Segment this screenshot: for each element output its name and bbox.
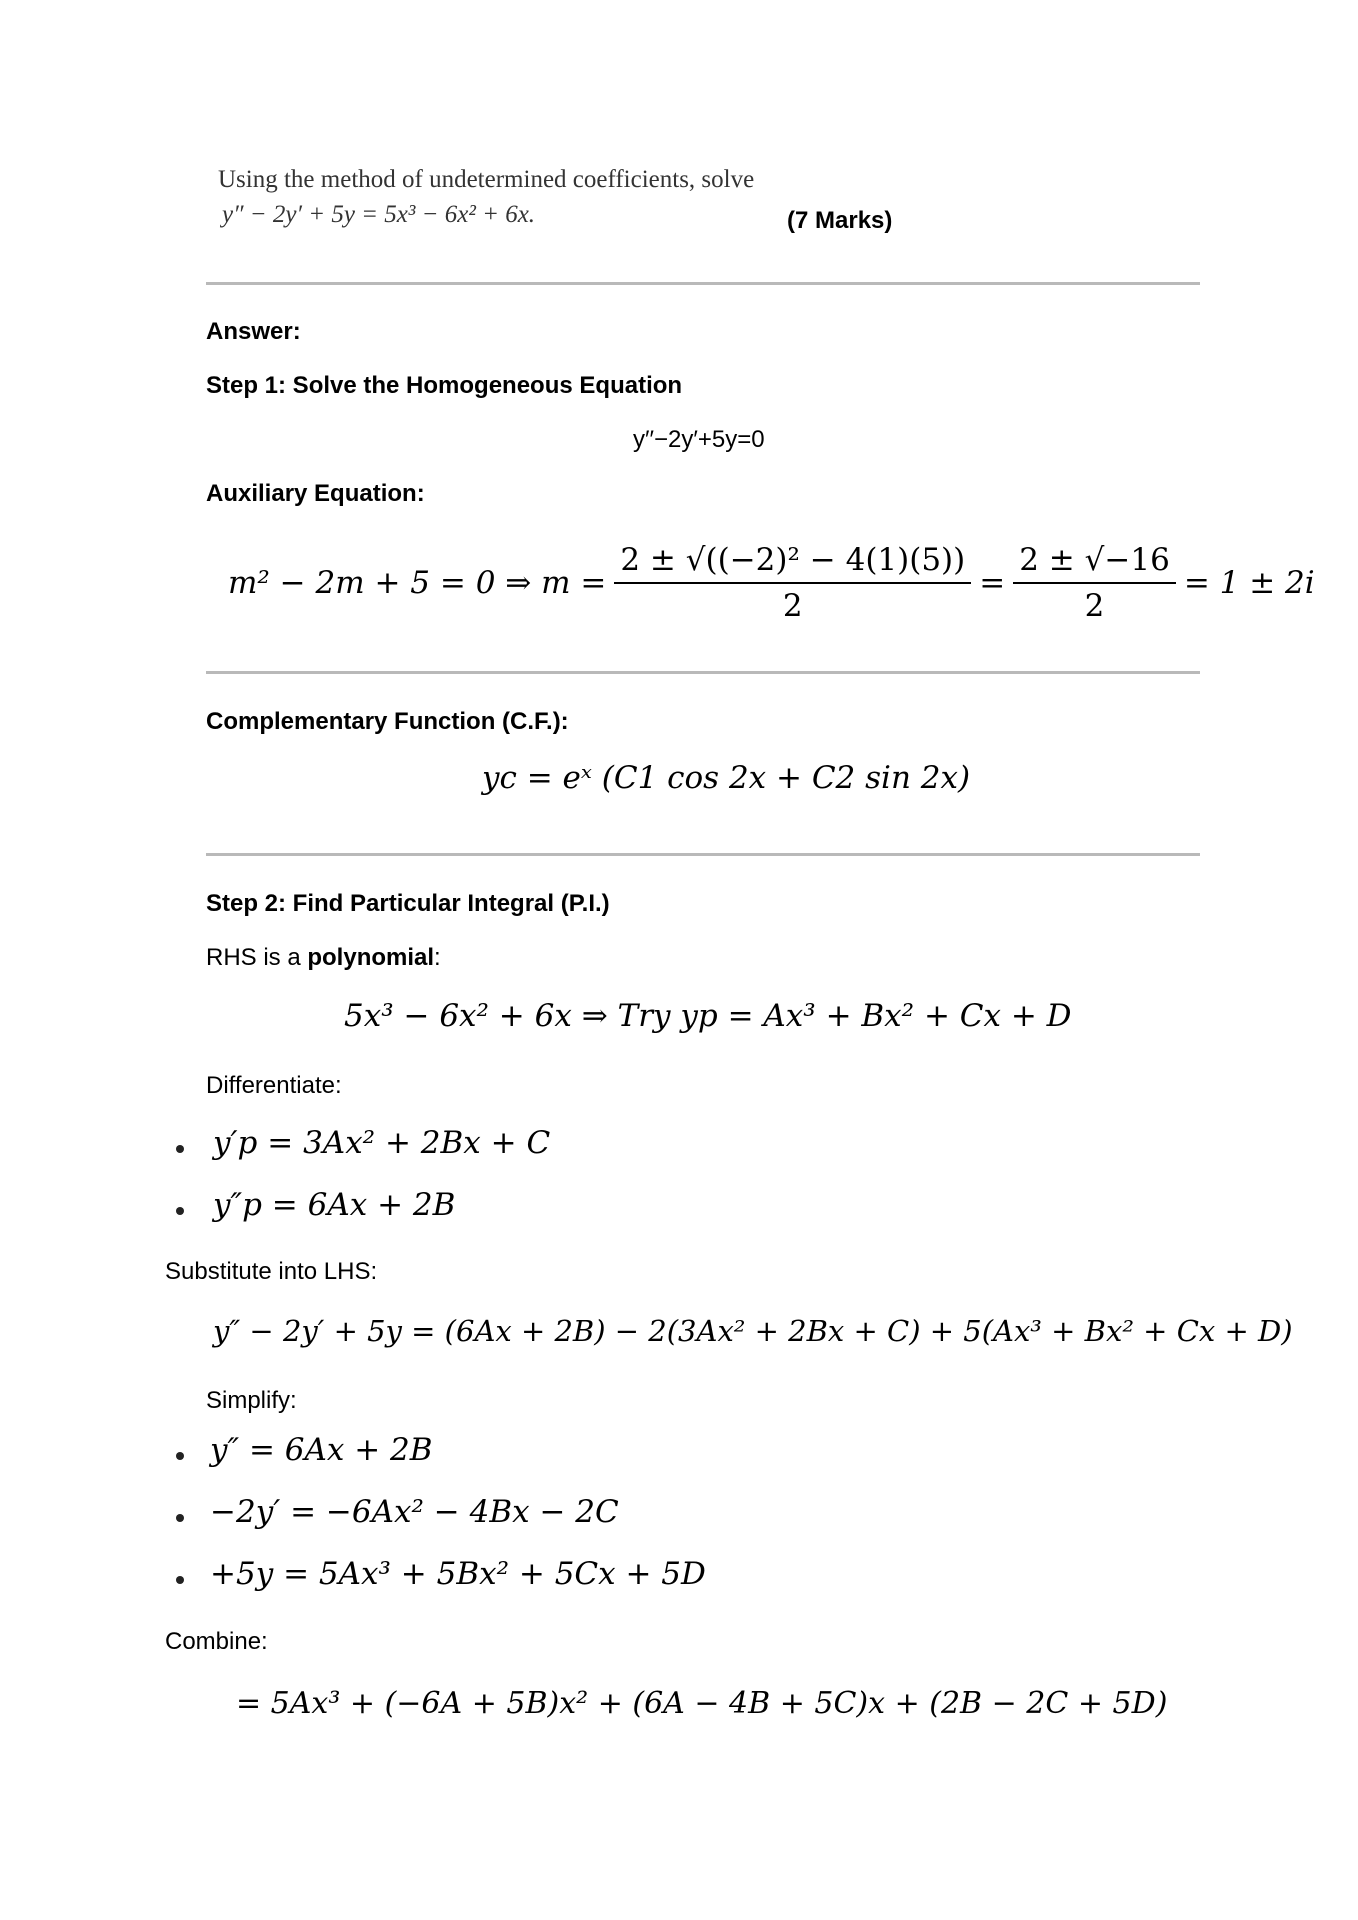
bullet — [176, 1452, 184, 1460]
bullet — [176, 1576, 184, 1584]
question-text: Using the method of undetermined coefficients, solve — [218, 166, 755, 193]
simplify-label: Simplify: — [206, 1387, 297, 1414]
aux-equals: = — [979, 565, 1006, 601]
divider — [206, 853, 1200, 856]
auxiliary-equation-label: Auxiliary Equation: — [206, 480, 425, 507]
substituted-equation: y″ − 2y′ + 5y = (6Ax + 2B) − 2(3Ax² + 2Bx + C) + 5(Ax³ + Bx² + Cx + D) — [213, 1314, 1293, 1348]
aux-numerator-1: 2 ± √((−2)² − 4(1)(5)) — [620, 542, 966, 578]
rhs-text — [206, 944, 441, 972]
aux-numerator-2: 2 ± √−16 — [1019, 542, 1170, 578]
derivative-1: y′p = 3Ax² + 2Bx + C — [213, 1125, 551, 1161]
cf-label: Complementary Function (C.F.): — [206, 708, 569, 735]
step2-heading: Step 2: Find Particular Integral (P.I.) — [206, 890, 610, 917]
simplified-3: +5y = 5Ax³ + 5Bx² + 5Cx + 5D — [210, 1556, 706, 1592]
trial-solution: 5x³ − 6x² + 6x ⇒ Try yp = Ax³ + Bx² + Cx + D — [344, 998, 1072, 1034]
bullet — [176, 1514, 184, 1522]
divider — [206, 282, 1200, 285]
simplified-1: y″ = 6Ax + 2B — [210, 1432, 433, 1468]
bullet — [176, 1145, 184, 1153]
simplified-2: −2y′ = −6Ax² − 4Bx − 2C — [210, 1494, 619, 1530]
aux-denominator-1: 2 — [614, 582, 971, 624]
divider — [206, 671, 1200, 674]
aux-lhs: m² − 2m + 5 = 0 ⇒ m = — [228, 565, 607, 601]
aux-fraction-1 — [614, 542, 971, 624]
answer-label: Answer: — [206, 318, 301, 345]
cf-equation: yc = eˣ (C1 cos 2x + C2 sin 2x) — [482, 760, 971, 796]
aux-fraction-2 — [1013, 542, 1176, 624]
marks-label: (7 Marks) — [787, 207, 893, 234]
step1-heading: Step 1: Solve the Homogeneous Equation — [206, 372, 683, 399]
question-equation: y″ − 2y′ + 5y = 5x³ − 6x² + 6x. — [222, 201, 536, 228]
bullet — [176, 1207, 184, 1215]
combine-label: Combine: — [165, 1628, 268, 1655]
combined-equation: = 5Ax³ + (−6A + 5B)x² + (6A − 4B + 5C)x + (2B − 2C + 5D) — [236, 1686, 1168, 1721]
rhs-prefix: RHS is a — [206, 944, 308, 971]
aux-result: = 1 ± 2i — [1183, 565, 1315, 601]
differentiate-label: Differentiate: — [206, 1072, 342, 1099]
derivative-2: y″p = 6Ax + 2B — [213, 1187, 456, 1223]
rhs-bold: polynomial — [307, 944, 435, 971]
substitute-label: Substitute into LHS: — [165, 1258, 378, 1285]
auxiliary-equation — [228, 538, 1315, 628]
homogeneous-equation: y′′−2y′+5y=0 — [633, 426, 765, 453]
aux-denominator-2: 2 — [1013, 582, 1176, 624]
rhs-suffix: : — [434, 944, 441, 971]
